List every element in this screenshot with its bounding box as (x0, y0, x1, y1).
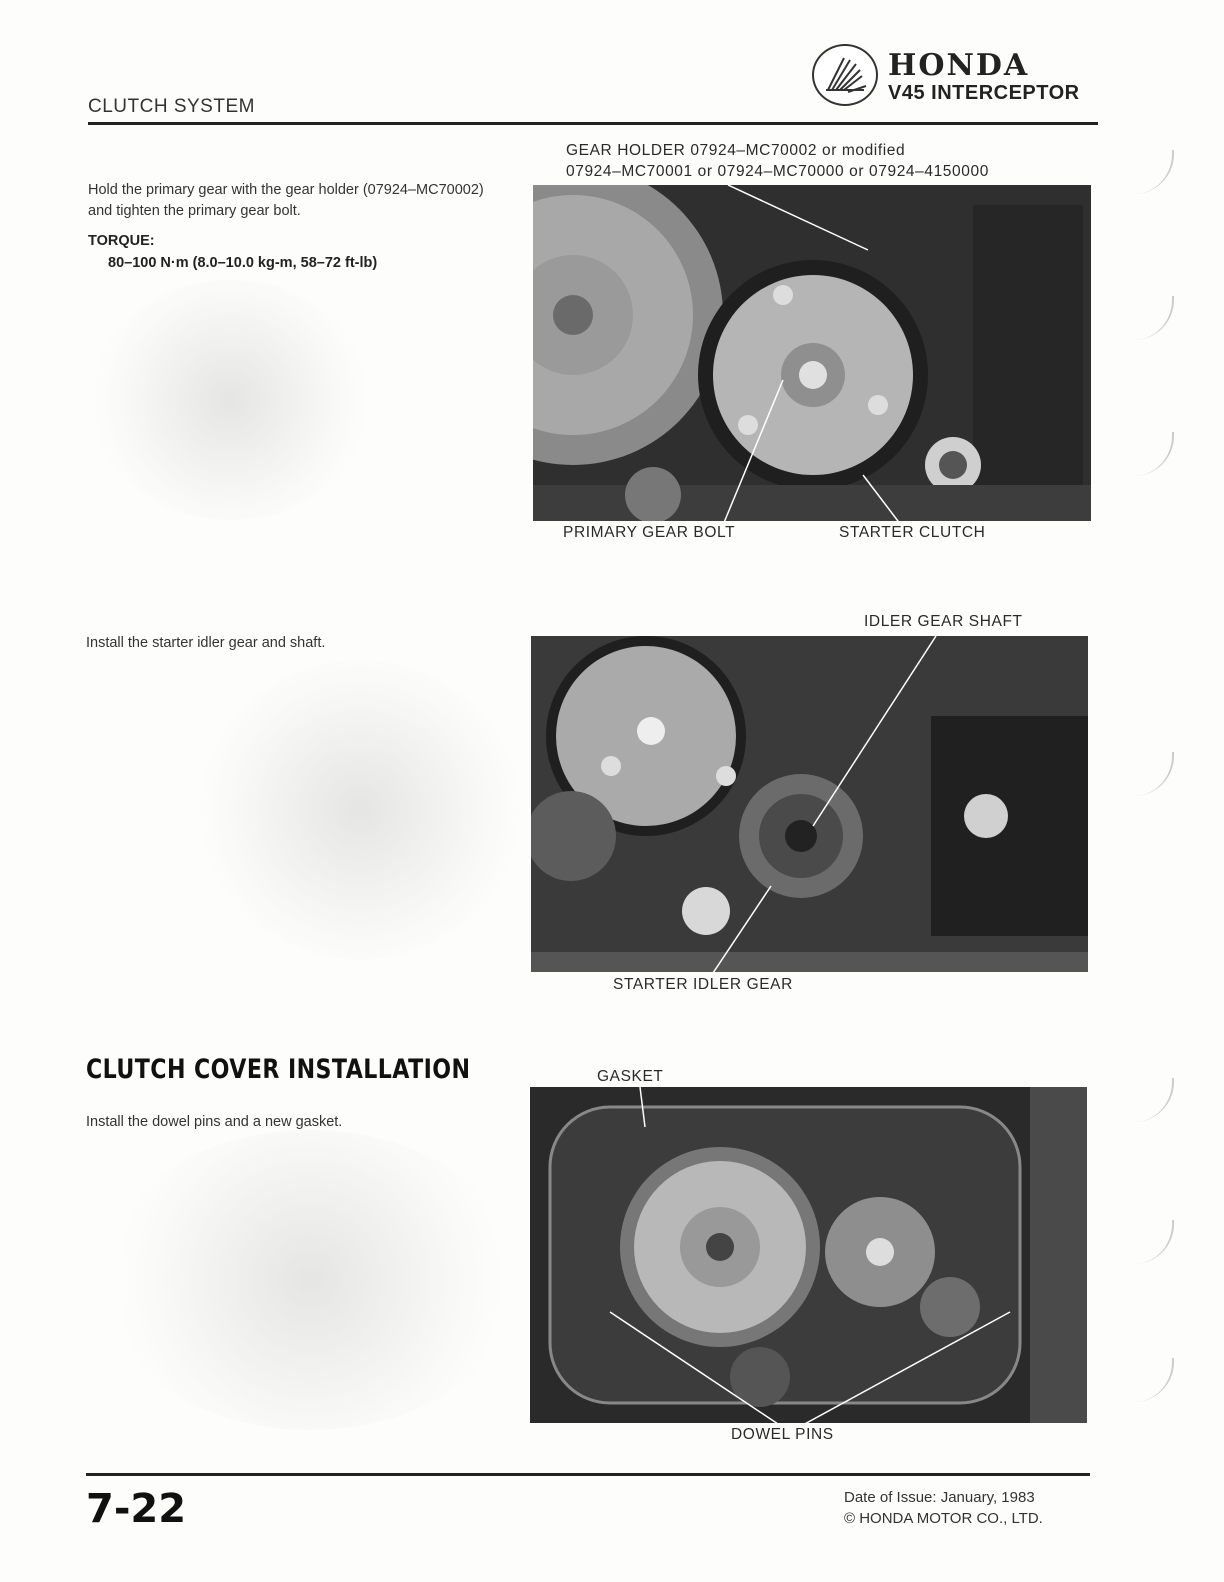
gear-holder-caption-line1: GEAR HOLDER 07924–MC70002 or modified (566, 142, 906, 159)
copyright: © HONDA MOTOR CO., LTD. (844, 1510, 1043, 1527)
ghost-shadow (200, 660, 520, 960)
photo-gear-holder (533, 185, 1091, 521)
honda-logo (812, 44, 1102, 106)
binder-tab (1128, 1358, 1174, 1402)
section-heading: CLUTCH COVER INSTALLATION (86, 1054, 471, 1085)
ghost-shadow (90, 280, 370, 520)
photo-clutch-cover (530, 1087, 1087, 1423)
ghost-shadow (100, 1130, 520, 1430)
primary-gear-bolt-caption: PRIMARY GEAR BOLT (563, 524, 736, 541)
torque-value: 80–100 N·m (8.0–10.0 kg-m, 58–72 ft-lb) (108, 255, 378, 271)
wing-emblem-icon (812, 44, 878, 106)
starter-clutch-caption: STARTER CLUTCH (839, 524, 986, 541)
binder-tab (1128, 296, 1174, 340)
step2-instruction: Install the starter idler gear and shaft. (86, 635, 326, 651)
binder-tab (1128, 1220, 1174, 1264)
photo-idler-gear (531, 636, 1088, 972)
idler-gear-shaft-caption: IDLER GEAR SHAFT (864, 613, 1023, 630)
section2-instruction: Install the dowel pins and a new gasket. (86, 1114, 343, 1130)
starter-idler-gear-caption: STARTER IDLER GEAR (613, 976, 793, 993)
gear-holder-caption-line2: 07924–MC70001 or 07924–MC70000 or 07924–4150000 (566, 163, 989, 180)
binder-tab (1128, 432, 1174, 476)
step1-instruction: Hold the primary gear with the gear holder (07924–MC70002) and tighten the primary gear bolt. (88, 182, 484, 219)
binder-tab (1128, 752, 1174, 796)
binder-tab (1128, 1078, 1174, 1122)
brand-name: HONDA (888, 48, 1030, 83)
section-title: CLUTCH SYSTEM (88, 96, 255, 117)
dowel-pins-caption: DOWEL PINS (731, 1426, 834, 1443)
issue-date: Date of Issue: January, 1983 (844, 1489, 1035, 1506)
model-name: V45 INTERCEPTOR (888, 82, 1080, 104)
gasket-caption: GASKET (597, 1068, 664, 1085)
torque-label: TORQUE: (88, 233, 155, 249)
page-number: 7-22 (86, 1486, 187, 1532)
header-rule (88, 122, 1098, 125)
footer-rule (86, 1473, 1090, 1476)
binder-tab (1128, 150, 1174, 194)
